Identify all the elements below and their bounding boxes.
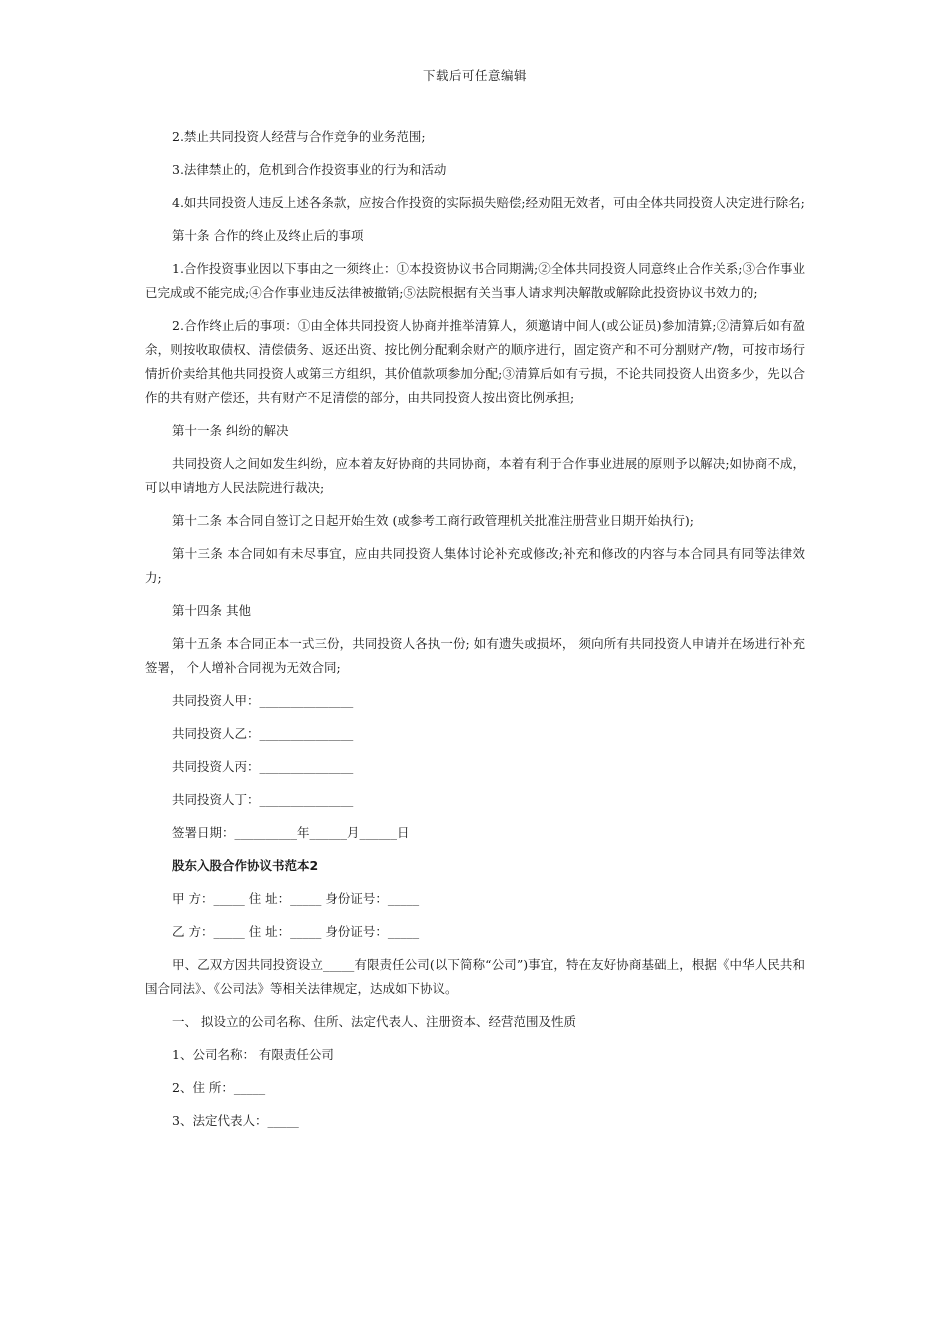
article-heading: 第十四条 其他 (172, 603, 251, 618)
signature-line: 共同投资人丙：_______________ (172, 759, 354, 774)
party-line: 乙 方：_____ 住 址：_____ 身份证号：_____ (172, 924, 420, 939)
page-header: 下载后可任意编辑 (422, 68, 527, 83)
preamble-paragraph: 甲、乙双方因共同投资设立_____有限责任公司(以下简称“公司”)事宜，特在友好协商基础上，根据《中华人民共和国合同法》、《公司法》等相关法律规定，达成如下协议。 (145, 957, 805, 996)
section-title: 股东入股合作协议书范本2 (172, 858, 319, 873)
article-paragraph: 第十五条 本合同正本一式三份，共同投资人各执一份; 如有遗失或损坏， 须向所有共同投资人申请并在场进行补充签署， 个人增补合同视为无效合同; (145, 636, 805, 675)
signature-line: 共同投资人乙：_______________ (172, 726, 354, 741)
article-paragraph: 第十三条 本合同如有未尽事宜，应由共同投资人集体讨论补充或修改;补充和修改的内容与本合同具有同等法律效力; (145, 546, 805, 585)
clause-paragraph: 2.禁止共同投资人经营与合作竞争的业务范围; (172, 129, 426, 144)
clause-paragraph: 1、公司名称： 有限责任公司 (172, 1047, 334, 1062)
article-heading: 第十条 合作的终止及终止后的事项 (172, 228, 364, 243)
clause-paragraph: 4.如共同投资人违反上述各条款，应按合作投资的实际损失赔偿;经劝阻无效者，可由全体共同投资人决定进行除名; (172, 195, 805, 210)
signature-line: 共同投资人丁：_______________ (172, 792, 354, 807)
article-heading: 一、 拟设立的公司名称、住所、法定代表人、注册资本、经营范围及性质 (172, 1014, 576, 1029)
clause-paragraph: 3、法定代表人：_____ (172, 1113, 299, 1128)
clause-paragraph: 3.法律禁止的，危机到合作投资事业的行为和活动 (172, 162, 447, 177)
signing-date-line: 签署日期：__________年______月______日 (172, 825, 410, 840)
clause-paragraph: 1.合作投资事业因以下事由之一须终止：①本投资协议书合同期满;②全体共同投资人同意终止合作关系;③合作事业已完成或不能完成;④合作事业违反法律被撤销;⑤法院根据有关当事人请求判决解散或解除此投资协议书效力的; (145, 261, 805, 300)
article-heading: 第十一条 纠纷的解决 (172, 423, 289, 438)
signature-line: 共同投资人甲：_______________ (172, 693, 354, 708)
document-body (145, 125, 805, 1142)
clause-paragraph: 2.合作终止后的事项：①由全体共同投资人协商并推举清算人，须邀请中间人(或公证员)参加清算;②清算后如有盈余，则按收取债权、清偿债务、返还出资、按比例分配剩余财产的顺序进行，固定资产和不可分割财产/物，可按市场行情折价卖给其他共同投资人或第三方组织，其价值款项参加分配;③清算后如有亏损，不论共同投资人出资多少，先以合作的共有财产偿还，共有财产不足清偿的部分，由共同投资人按出资比例承担; (145, 318, 805, 405)
article-paragraph: 第十二条 本合同自签订之日起开始生效 (或参考工商行政管理机关批准注册营业日期开始执行); (172, 513, 694, 528)
clause-paragraph: 共同投资人之间如发生纠纷，应本着友好协商的共同协商，本着有利于合作事业进展的原则予以解决;如协商不成，可以申请地方人民法院进行裁决; (145, 456, 805, 495)
clause-paragraph: 2、住 所：_____ (172, 1080, 266, 1095)
party-line: 甲 方：_____ 住 址：_____ 身份证号：_____ (172, 891, 420, 906)
